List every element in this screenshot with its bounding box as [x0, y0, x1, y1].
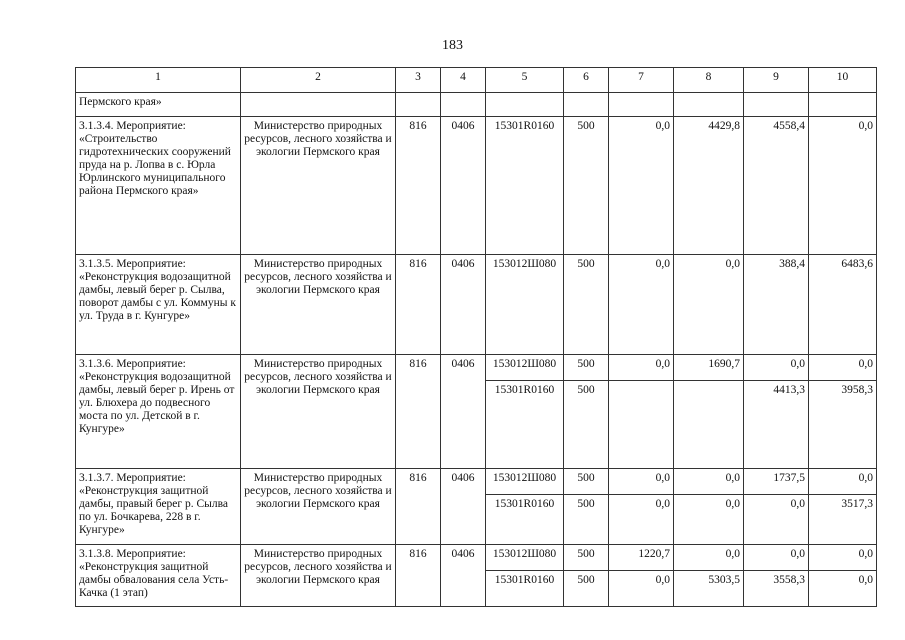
table-row [76, 545, 877, 571]
empty-cell [241, 93, 396, 117]
budget-table [75, 67, 877, 607]
amount-col-7: 0,0 [609, 255, 674, 355]
expense-type-code: 500 [564, 117, 609, 255]
amount-col-9: 0,0 [744, 355, 809, 381]
page-number: 183 [442, 38, 463, 53]
section-code: 0406 [441, 355, 486, 469]
col-header-8: 8 [674, 68, 744, 93]
amount-col-7: 1220,7 [609, 545, 674, 571]
amount-col-9: 4413,3 [744, 381, 809, 469]
amount-col-10: 0,0 [809, 571, 877, 607]
grbs-code: 816 [396, 117, 441, 255]
activity-name: 3.1.3.4. Мероприятие: «Строительство гидротехнических сооружений пруда на р. Лопва в с. Юрла Юрлинского муниципального района Пермского края» [76, 117, 241, 255]
expense-type-code: 500 [564, 255, 609, 355]
amount-col-10: 0,0 [809, 117, 877, 255]
grbs-code: 816 [396, 469, 441, 545]
carry-name: Пермского края» [76, 93, 241, 117]
amount-col-10: 0,0 [809, 545, 877, 571]
grbs-code: 816 [396, 355, 441, 469]
target-article-code: 15301R0160 [486, 571, 564, 607]
amount-col-8: 4429,8 [674, 117, 744, 255]
grbs-code: 816 [396, 255, 441, 355]
col-header-9: 9 [744, 68, 809, 93]
grbs-code: 816 [396, 545, 441, 607]
amount-col-8: 0,0 [674, 545, 744, 571]
section-code: 0406 [441, 117, 486, 255]
executor: Министерство природных ресурсов, лесного хозяйства и экологии Пермского края [241, 355, 396, 469]
activity-name: 3.1.3.6. Мероприятие: «Реконструкция водозащитной дамбы, левый берег р. Ирень от ул. Блюхера до подвесного моста по ул. Детской в г. Кунгуре» [76, 355, 241, 469]
table-row [76, 255, 877, 355]
empty-cell [809, 93, 877, 117]
activity-name: 3.1.3.7. Мероприятие: «Реконструкция защитной дамбы, правый берег р. Сылва по ул. Бочкарева, 228 в г. Кунгуре» [76, 469, 241, 545]
amount-col-7 [609, 381, 674, 469]
carry-row [76, 93, 877, 117]
table-row [76, 469, 877, 495]
section-code: 0406 [441, 255, 486, 355]
col-header-4: 4 [441, 68, 486, 93]
col-header-10: 10 [809, 68, 877, 93]
amount-col-8: 0,0 [674, 469, 744, 495]
target-article-code: 153012Ш080 [486, 355, 564, 381]
empty-cell [564, 93, 609, 117]
executor: Министерство природных ресурсов, лесного хозяйства и экологии Пермского края [241, 469, 396, 545]
header-row [76, 68, 877, 93]
activity-name: 3.1.3.5. Мероприятие: «Реконструкция водозащитной дамбы, левый берег р. Сылва, поворот дамбы с ул. Коммуны к ул. Труда в г. Кунгуре» [76, 255, 241, 355]
amount-col-7: 0,0 [609, 355, 674, 381]
target-article-code: 15301R0160 [486, 381, 564, 469]
amount-col-8: 0,0 [674, 495, 744, 545]
amount-col-8: 5303,5 [674, 571, 744, 607]
expense-type-code: 500 [564, 381, 609, 469]
amount-col-10: 3517,3 [809, 495, 877, 545]
amount-col-10: 6483,6 [809, 255, 877, 355]
col-header-2: 2 [241, 68, 396, 93]
col-header-1: 1 [76, 68, 241, 93]
target-article-code: 15301R0160 [486, 495, 564, 545]
empty-cell [609, 93, 674, 117]
executor: Министерство природных ресурсов, лесного хозяйства и экологии Пермского края [241, 545, 396, 607]
col-header-3: 3 [396, 68, 441, 93]
table-row [76, 117, 877, 255]
expense-type-code: 500 [564, 495, 609, 545]
expense-type-code: 500 [564, 571, 609, 607]
amount-col-7: 0,0 [609, 469, 674, 495]
empty-cell [674, 93, 744, 117]
amount-col-8 [674, 381, 744, 469]
amount-col-7: 0,0 [609, 495, 674, 545]
target-article-code: 153012Ш080 [486, 545, 564, 571]
executor: Министерство природных ресурсов, лесного хозяйства и экологии Пермского края [241, 255, 396, 355]
target-article-code: 153012Ш080 [486, 469, 564, 495]
amount-col-9: 388,4 [744, 255, 809, 355]
activity-name: 3.1.3.8. Мероприятие: «Реконструкция защитной дамбы обвалования села Усть-Качка (1 этап) [76, 545, 241, 607]
target-article-code: 15301R0160 [486, 117, 564, 255]
amount-col-7: 0,0 [609, 571, 674, 607]
amount-col-9: 4558,4 [744, 117, 809, 255]
col-header-6: 6 [564, 68, 609, 93]
expense-type-code: 500 [564, 355, 609, 381]
empty-cell [486, 93, 564, 117]
empty-cell [396, 93, 441, 117]
col-header-7: 7 [609, 68, 674, 93]
amount-col-8: 0,0 [674, 255, 744, 355]
table-row [76, 355, 877, 381]
section-code: 0406 [441, 469, 486, 545]
empty-cell [441, 93, 486, 117]
amount-col-10: 0,0 [809, 469, 877, 495]
expense-type-code: 500 [564, 545, 609, 571]
target-article-code: 153012Ш080 [486, 255, 564, 355]
amount-col-7: 0,0 [609, 117, 674, 255]
amount-col-8: 1690,7 [674, 355, 744, 381]
executor: Министерство природных ресурсов, лесного хозяйства и экологии Пермского края [241, 117, 396, 255]
expense-type-code: 500 [564, 469, 609, 495]
amount-col-9: 1737,5 [744, 469, 809, 495]
section-code: 0406 [441, 545, 486, 607]
amount-col-9: 0,0 [744, 545, 809, 571]
col-header-5: 5 [486, 68, 564, 93]
amount-col-10: 0,0 [809, 355, 877, 381]
amount-col-10: 3958,3 [809, 381, 877, 469]
amount-col-9: 0,0 [744, 495, 809, 545]
amount-col-9: 3558,3 [744, 571, 809, 607]
empty-cell [744, 93, 809, 117]
